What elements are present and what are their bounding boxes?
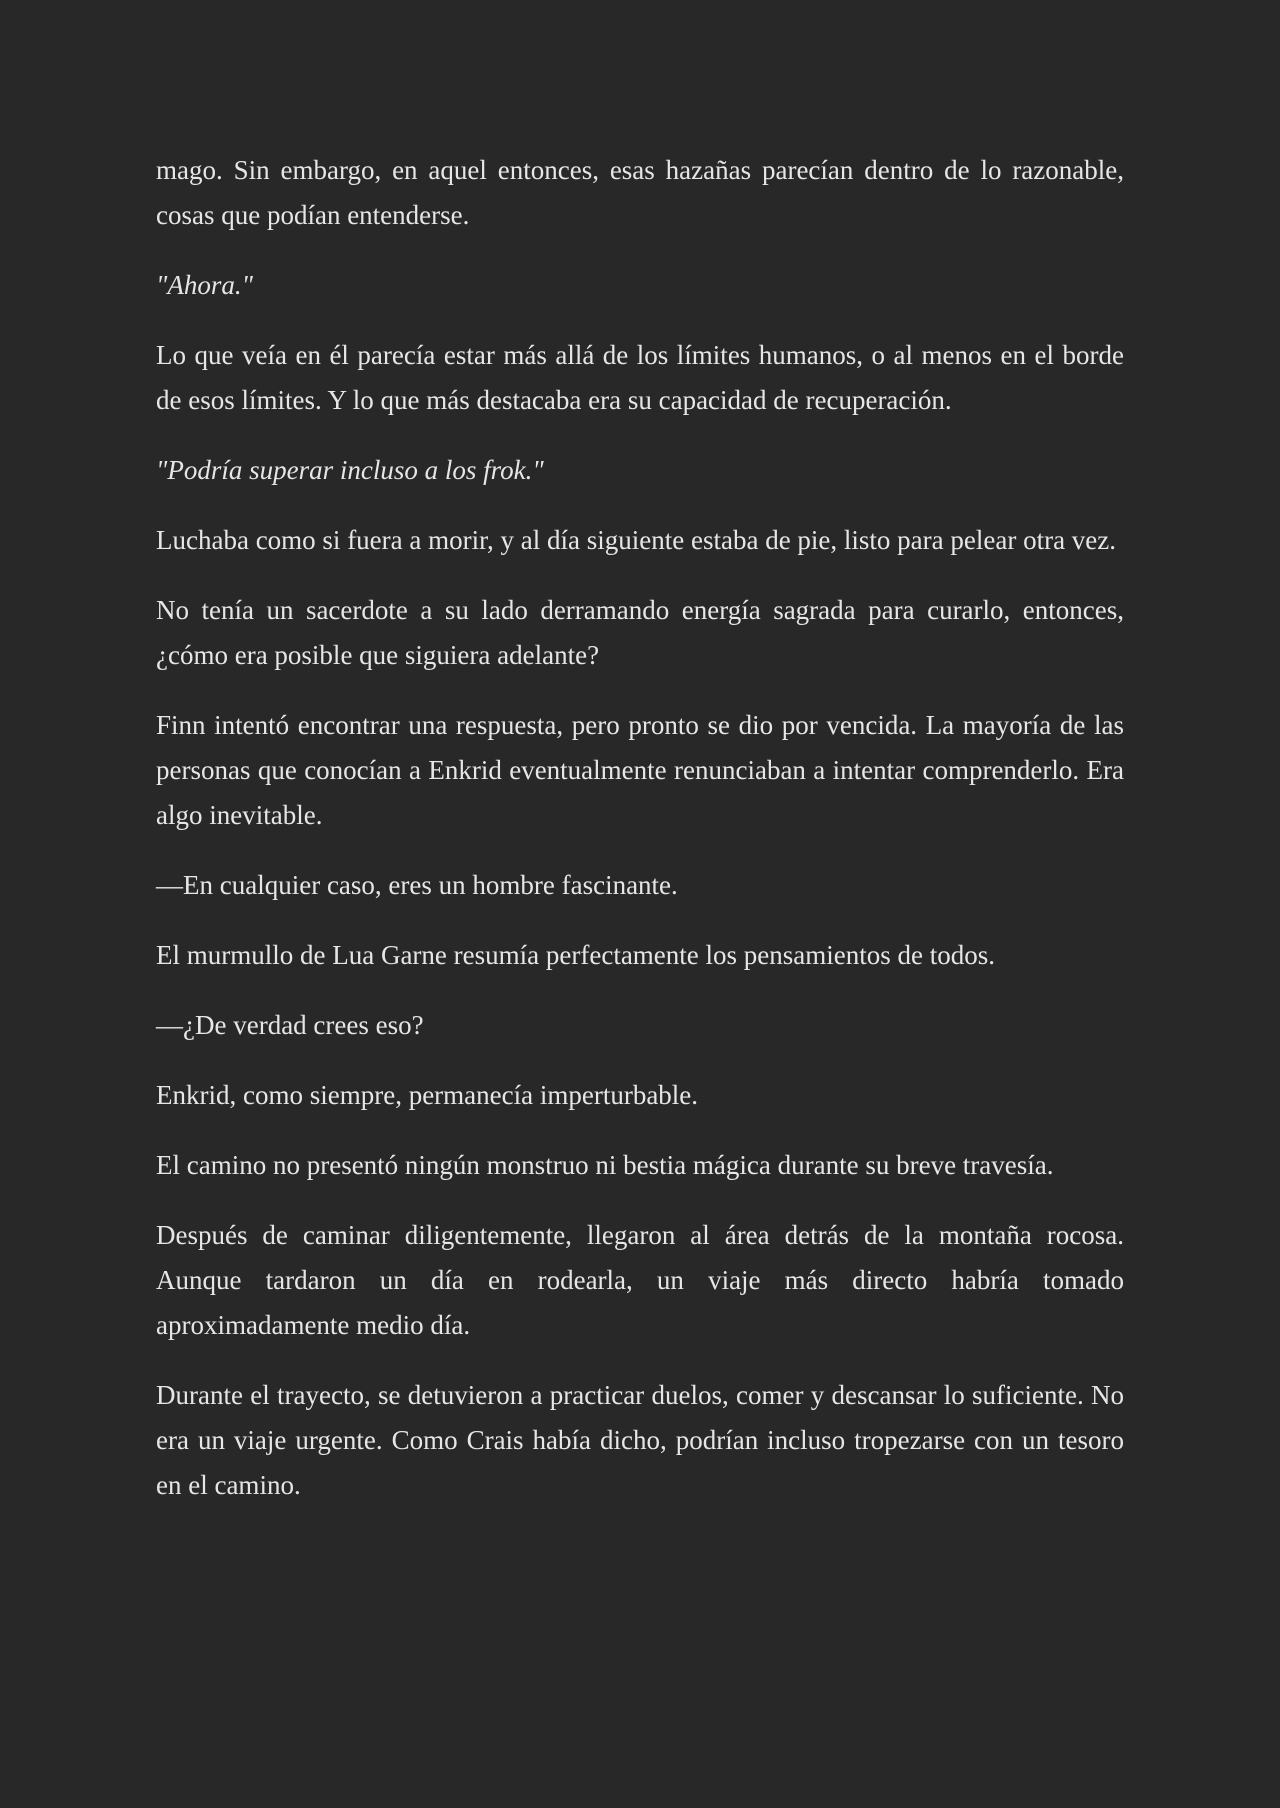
paragraph: Luchaba como si fuera a morir, y al día siguiente estaba de pie, listo para pelear otra vez.	[156, 525, 1117, 555]
paragraph-italic: "Podría superar incluso a los frok."	[156, 455, 544, 485]
paragraph: No tenía un sacerdote a su lado derramando energía sagrada para curarlo, entonces, ¿cómo era posible que siguiera adelante?	[156, 595, 1124, 670]
paragraph: —¿De verdad crees eso?	[156, 1010, 424, 1040]
paragraph: El murmullo de Lua Garne resumía perfectamente los pensamientos de todos.	[156, 940, 995, 970]
paragraph-italic: "Ahora."	[156, 270, 253, 300]
paragraph: Durante el trayecto, se detuvieron a practicar duelos, comer y descansar lo suficiente. No era un viaje urgente. Como Crais había dicho, podrían incluso tropezarse con un tesoro en el camino.	[156, 1380, 1124, 1500]
paragraph: Después de caminar diligentemente, llegaron al área detrás de la montaña rocosa. Aunque tardaron un día en rodearla, un viaje más directo habría tomado aproximadamente medio día.	[156, 1220, 1124, 1340]
paragraph: Finn intentó encontrar una respuesta, pero pronto se dio por vencida. La mayoría de las personas que conocían a Enkrid eventualmente renunciaban a intentar comprenderlo. Era algo inevitable.	[156, 710, 1124, 830]
paragraph: Enkrid, como siempre, permanecía imperturbable.	[156, 1080, 699, 1110]
paragraph: mago. Sin embargo, en aquel entonces, esas hazañas parecían dentro de lo razonable, cosas que podían entenderse.	[156, 155, 1124, 230]
paragraph: Lo que veía en él parecía estar más allá de los límites humanos, o al menos en el borde de esos límites. Y lo que más destacaba era su capacidad de recuperación.	[156, 340, 1124, 415]
paragraph: El camino no presentó ningún monstruo ni bestia mágica durante su breve travesía.	[156, 1150, 1054, 1180]
paragraph: —En cualquier caso, eres un hombre fascinante.	[156, 870, 678, 900]
